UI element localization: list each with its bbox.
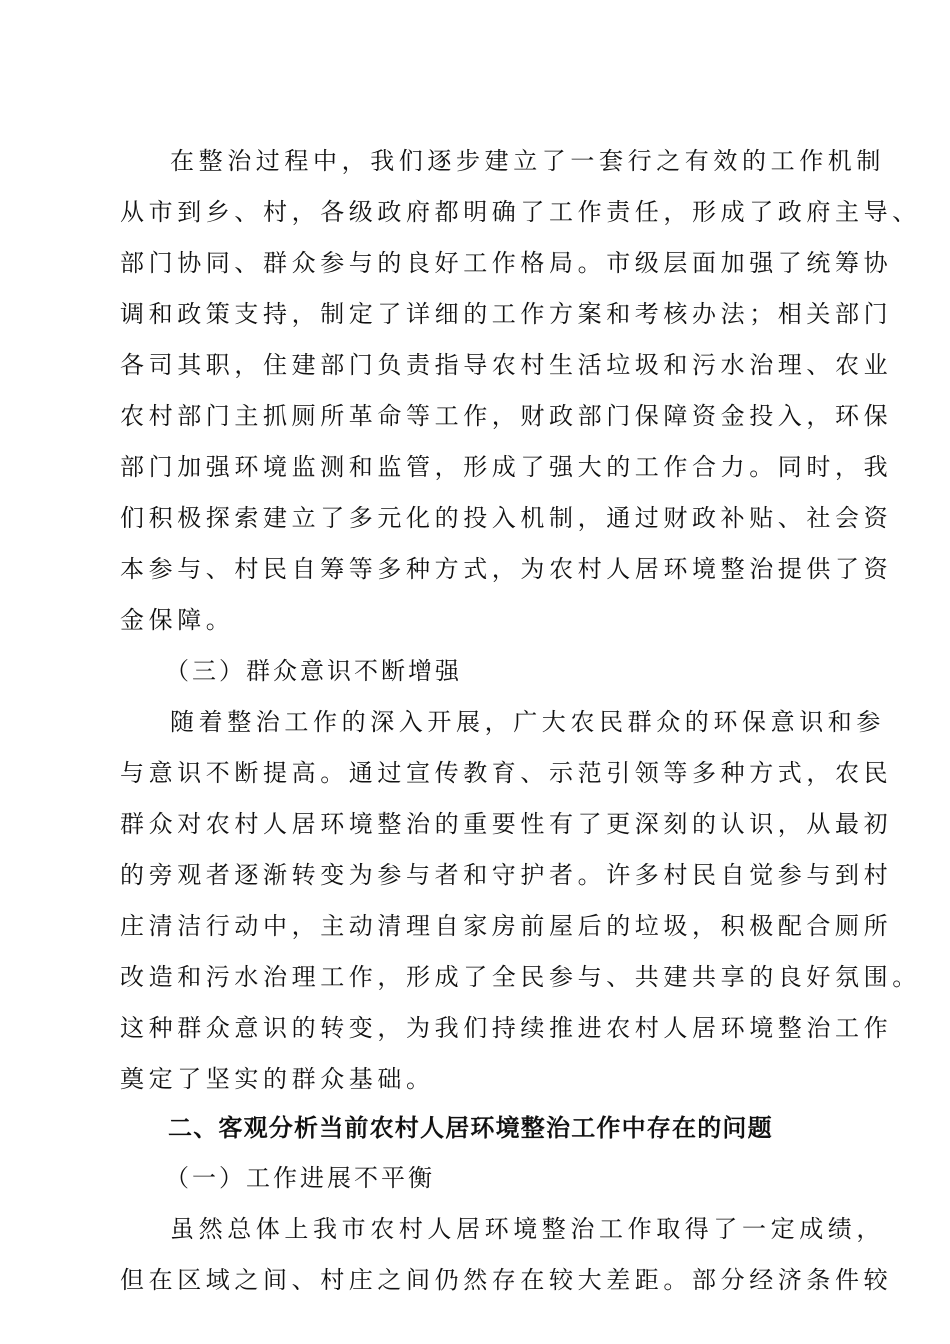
paragraph-line: 奠定了坚实的群众基础。 <box>120 1065 435 1093</box>
paragraph-line: 虽然总体上我市农村人居环境整治工作取得了一定成绩， <box>170 1215 885 1243</box>
paragraph-line: 庄清洁行动中，主动清理自家房前屋后的垃圾，积极配合厕所 <box>120 912 893 940</box>
paragraph-line: 部门加强环境监测和监管，形成了强大的工作合力。同时，我 <box>120 453 893 481</box>
paragraph-line: 农村部门主抓厕所革命等工作，财政部门保障资金投入，环保 <box>120 402 893 430</box>
paragraph-line: 这种群众意识的转变，为我们持续推进农村人居环境整治工作 <box>120 1014 893 1042</box>
paragraph-line: 在整治过程中，我们逐步建立了一套行之有效的工作机制 <box>170 147 885 175</box>
paragraph-line: 从市到乡、村，各级政府都明确了工作责任，形成了政府主导、 <box>120 198 921 226</box>
section-subheading: （一）工作进展不平衡 <box>165 1164 435 1192</box>
paragraph-line: 部门协同、群众参与的良好工作格局。市级层面加强了统筹协 <box>120 249 893 277</box>
paragraph-line: 们积极探索建立了多元化的投入机制，通过财政补贴、社会资 <box>120 504 893 532</box>
paragraph-line: 各司其职，住建部门负责指导农村生活垃圾和污水治理、农业 <box>120 351 893 379</box>
paragraph-line: 本参与、村民自筹等多种方式，为农村人居环境整治提供了资 <box>120 555 893 583</box>
paragraph-line: 的旁观者逐渐转变为参与者和守护者。许多村民自觉参与到村 <box>120 861 893 889</box>
paragraph-line: 金保障。 <box>120 606 235 634</box>
paragraph-line: 但在区域之间、村庄之间仍然存在较大差距。部分经济条件较 <box>120 1266 893 1294</box>
paragraph-line: 随着整治工作的深入开展，广大农民群众的环保意识和参 <box>170 708 885 736</box>
section-heading: 二、客观分析当前农村人居环境整治工作中存在的问题 <box>168 1114 773 1142</box>
section-subheading: （三）群众意识不断增强 <box>165 657 462 685</box>
paragraph-line: 群众对农村人居环境整治的重要性有了更深刻的认识，从最初 <box>120 810 893 838</box>
paragraph-line: 与意识不断提高。通过宣传教育、示范引领等多种方式，农民 <box>120 759 893 787</box>
paragraph-line: 调和政策支持，制定了详细的工作方案和考核办法；相关部门 <box>120 300 893 328</box>
paragraph-line: 改造和污水治理工作，形成了全民参与、共建共享的良好氛围。 <box>120 963 921 991</box>
